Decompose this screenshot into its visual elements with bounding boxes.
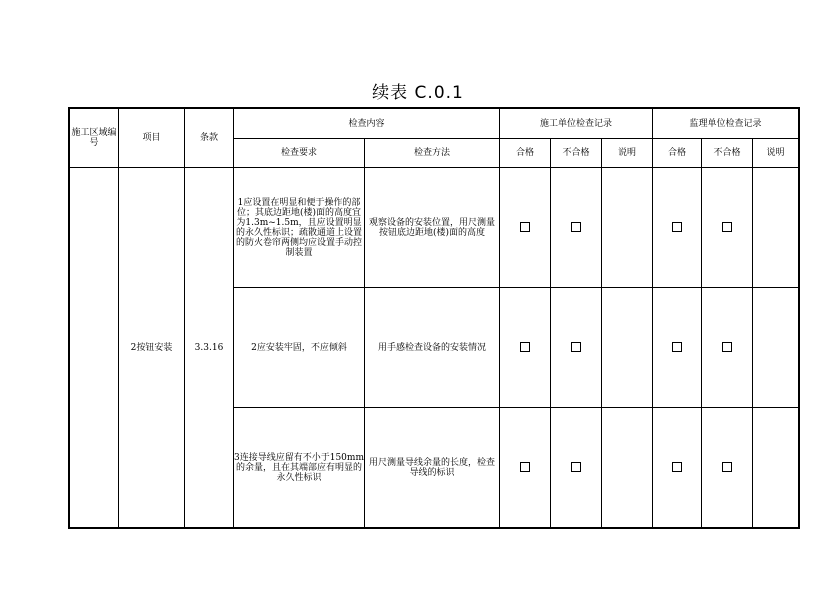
constructor-pass-cell — [500, 288, 551, 408]
item-cell: 2按钮安装 — [119, 168, 185, 528]
supervisor-note-cell[interactable] — [753, 288, 799, 408]
checkbox[interactable] — [672, 222, 682, 232]
supervisor-pass-cell — [653, 168, 702, 288]
supervisor-note-cell[interactable] — [753, 408, 799, 528]
supervisor-pass-cell — [653, 408, 702, 528]
clause-cell: 3.3.16 — [185, 168, 234, 528]
checkbox[interactable] — [672, 462, 682, 472]
header-supervisor-note: 说明 — [753, 139, 799, 168]
method-cell: 观察设备的安装位置，用尺测量按钮底边距地(楼)面的高度 — [365, 168, 500, 288]
requirement-cell: 3连接导线应留有不小于150mm的余量，且在其端部应有明显的永久性标识 — [234, 408, 365, 528]
header-supervisor-record: 监理单位检查记录 — [653, 109, 799, 139]
checkbox[interactable] — [571, 222, 581, 232]
header-constructor-record: 施工单位检查记录 — [500, 109, 653, 139]
header-constructor-pass: 合格 — [500, 139, 551, 168]
method-cell: 用手感检查设备的安装情况 — [365, 288, 500, 408]
checkbox[interactable] — [722, 342, 732, 352]
requirement-cell: 2应安装牢固，不应倾斜 — [234, 288, 365, 408]
requirement-cell: 1应设置在明显和便于操作的部位；其底边距地(楼)面的高度宜为1.3m~1.5m，且应设置明显的永久性标识；疏散通道上设置的防火卷帘两侧均应设置手动控制装置 — [234, 168, 365, 288]
supervisor-fail-cell — [702, 288, 753, 408]
constructor-fail-cell — [551, 288, 602, 408]
supervisor-note-cell[interactable] — [753, 168, 799, 288]
constructor-note-cell[interactable] — [602, 288, 653, 408]
constructor-fail-cell — [551, 408, 602, 528]
checkbox[interactable] — [520, 342, 530, 352]
header-item: 项目 — [119, 109, 185, 168]
constructor-note-cell[interactable] — [602, 168, 653, 288]
constructor-pass-cell — [500, 408, 551, 528]
inspection-table — [69, 108, 799, 528]
method-cell: 用尺测量导线余量的长度，检查导线的标识 — [365, 408, 500, 528]
supervisor-fail-cell — [702, 168, 753, 288]
supervisor-fail-cell — [702, 408, 753, 528]
constructor-pass-cell — [500, 168, 551, 288]
header-requirement: 检查要求 — [234, 139, 365, 168]
header-area: 施工区域编号 — [70, 109, 119, 168]
checkbox[interactable] — [722, 222, 732, 232]
checkbox[interactable] — [672, 342, 682, 352]
checkbox[interactable] — [571, 462, 581, 472]
table-row — [70, 168, 799, 288]
header-clause: 条款 — [185, 109, 234, 168]
header-method: 检查方法 — [365, 139, 500, 168]
supervisor-pass-cell — [653, 288, 702, 408]
page-title: 续表 C.0.1 — [372, 83, 464, 103]
area-cell — [70, 168, 119, 528]
header-constructor-note: 说明 — [602, 139, 653, 168]
checkbox[interactable] — [520, 222, 530, 232]
constructor-fail-cell — [551, 168, 602, 288]
header-constructor-fail: 不合格 — [551, 139, 602, 168]
checkbox[interactable] — [571, 342, 581, 352]
header-inspection-content: 检查内容 — [234, 109, 500, 139]
checkbox[interactable] — [520, 462, 530, 472]
constructor-note-cell[interactable] — [602, 408, 653, 528]
header-supervisor-fail: 不合格 — [702, 139, 753, 168]
header-supervisor-pass: 合格 — [653, 139, 702, 168]
checkbox[interactable] — [722, 462, 732, 472]
